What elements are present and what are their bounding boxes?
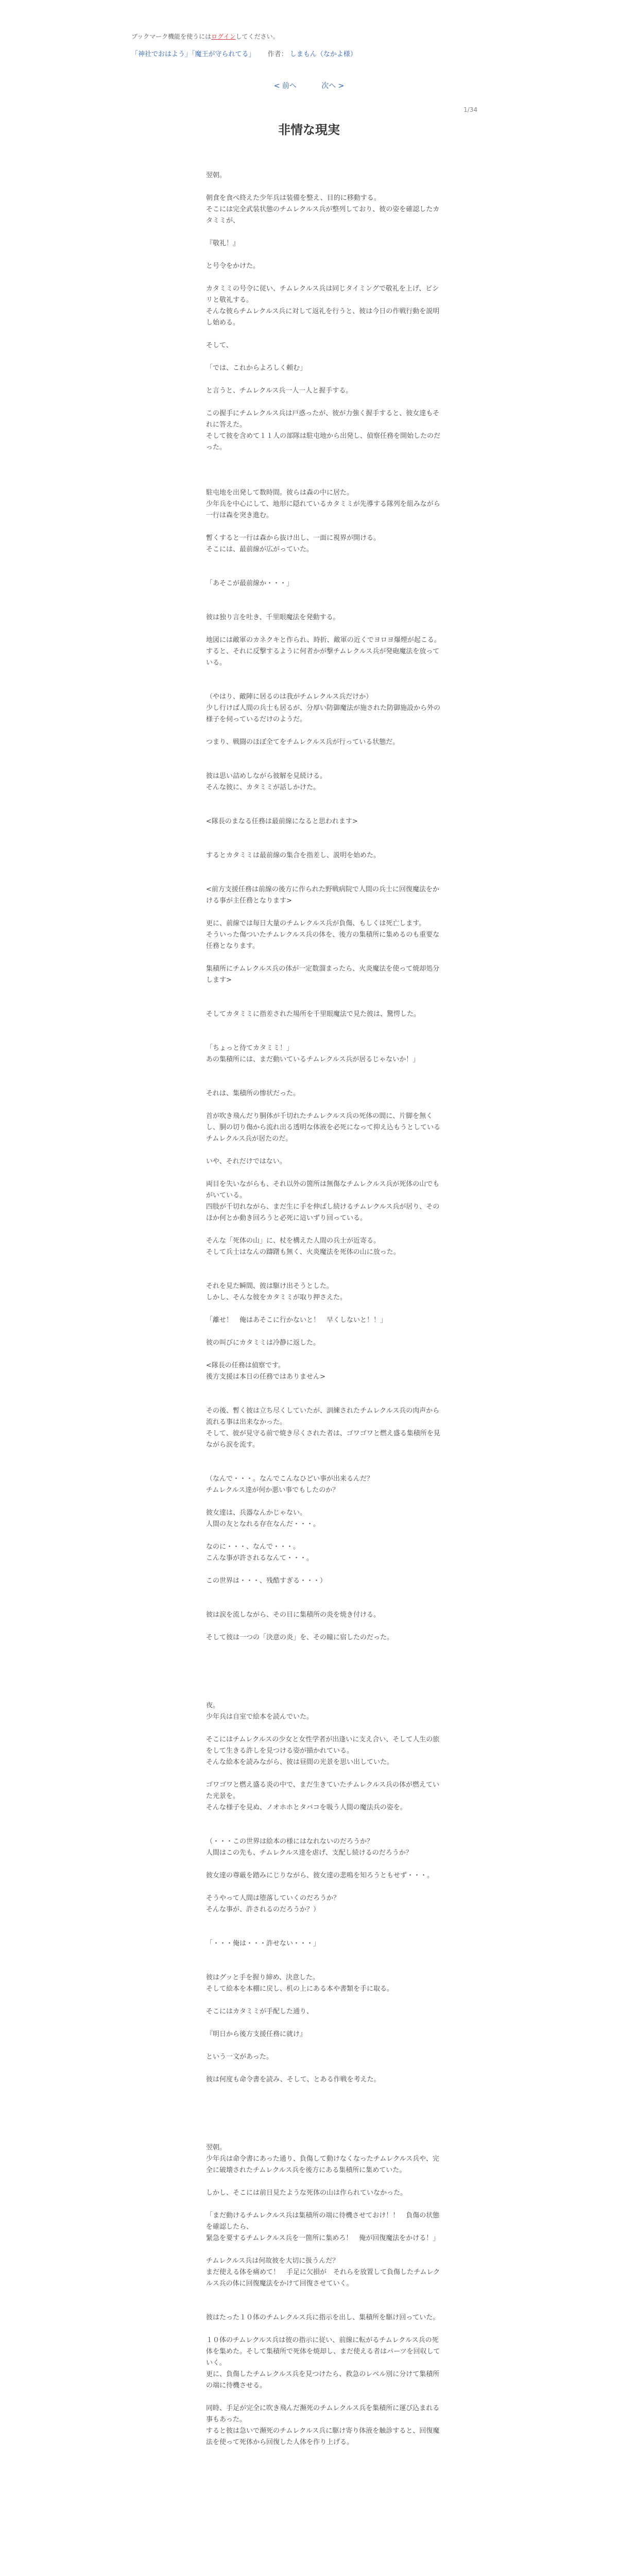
body-paragraph: 朝食を食べ終えた少年兵は装備を整え、目的に移動する。 xyxy=(206,194,381,202)
body-paragraph xyxy=(206,907,443,918)
body-paragraph xyxy=(206,2301,443,2312)
body-paragraph: 「あそこが最前線か・・・」 xyxy=(206,580,294,587)
body-paragraph xyxy=(206,1814,443,1825)
body-paragraph xyxy=(206,1825,443,1836)
body-paragraph xyxy=(206,1224,443,1235)
body-paragraph: と言うと、チムレクルス兵一人一人と握手する。 xyxy=(206,387,353,395)
login-note xyxy=(131,32,279,41)
login-prefix: ブックマーク機能を使うには xyxy=(131,33,212,40)
body-paragraph: 四肢が千切れながら、まだ生に手を伸ばし続けるチムレクルス兵が居り、そのほか何とか動き回ろうと必死に這いずり回っている。 xyxy=(206,1203,440,1222)
body-paragraph: そんな彼に、カタミミが話しかけた。 xyxy=(206,784,320,791)
body-paragraph xyxy=(206,759,443,771)
body-paragraph: いや、それだけではない。 xyxy=(206,1158,286,1165)
body-paragraph: 両目を失いながらも、それ以外の箇所は無傷なチムレクルス兵が死体の山でもがいている。 xyxy=(206,1180,440,1199)
body-paragraph xyxy=(206,555,443,567)
body-paragraph xyxy=(206,1995,443,2006)
body-paragraph xyxy=(206,1145,443,1156)
body-paragraph: すると、それに反撃するように何者かが撃チムレクルス兵が発砲魔法を放っている。 xyxy=(206,648,440,667)
body-paragraph xyxy=(206,1643,443,1655)
body-paragraph: 「・・・俺は・・・許せない・・・」 xyxy=(206,1940,320,1947)
body-paragraph: そこには完全武装状態のチムレクルス兵が整列しており、彼の姿を確認したカタミミが、 xyxy=(206,206,440,225)
body-paragraph xyxy=(206,397,443,408)
body-paragraph xyxy=(206,1031,443,1043)
body-paragraph: なのに・・・、なんで・・・。 xyxy=(206,1543,300,1551)
body-paragraph xyxy=(206,1065,443,1077)
body-paragraph: ゴワゴワと燃え盛る炎の中で、まだ生きていたチムレクルス兵の体が燃えていた光景を。 xyxy=(206,1781,440,1800)
body-paragraph: 少し行けば人間の兵士も居るが、分厚い防御魔法が施された防御施設から外の様子を伺っているだけのようだ。 xyxy=(206,704,441,723)
body-paragraph xyxy=(206,1269,443,1281)
body-paragraph xyxy=(206,1859,443,1870)
body-paragraph xyxy=(206,567,443,578)
body-paragraph: 翌朝。 xyxy=(206,2144,227,2151)
body-paragraph: 彼は涙を流しながら、その目に集積所の炎を焼き付ける。 xyxy=(206,1611,381,1619)
body-paragraph xyxy=(206,453,443,465)
body-paragraph: つまり、戦闘のほぼ全てをチムレクルス兵が行っている状態だ。 xyxy=(206,738,400,746)
page-number: 1/34 xyxy=(464,106,477,113)
body-paragraph: その後、暫く彼は立ち尽くしていたが、訓練されたチムレクルス兵の肉声から流れる事は出来なかった。 xyxy=(206,1407,440,1426)
author-link[interactable]: しまもん（なかよ様） xyxy=(289,50,357,58)
login-link[interactable]: ログイン xyxy=(211,33,236,40)
body-paragraph xyxy=(206,329,443,340)
body-paragraph: チムレクルス兵は何故彼を大切に扱うんだ？ xyxy=(206,2257,339,2265)
body-paragraph: 彼は思い詰めしながら彼解を見続ける。 xyxy=(206,772,327,780)
body-paragraph xyxy=(206,521,443,533)
body-paragraph: するとカタミミは最前線の集合を指差し、説明を始めた。 xyxy=(206,852,381,859)
body-paragraph: カタミミの号令に従い、チムレクルス兵は同じタイミングで敬礼を上げ、ビシリと敬礼する。 xyxy=(206,285,439,304)
body-paragraph xyxy=(206,1677,443,1689)
body-paragraph: そんな絵本を読みながら、彼は昼間の光景を思い出していた。 xyxy=(206,1758,394,1766)
chapter-body xyxy=(206,170,443,2448)
body-paragraph xyxy=(206,2324,443,2335)
body-paragraph: 夜。 xyxy=(206,1702,220,1709)
body-paragraph xyxy=(206,1655,443,1666)
body-paragraph: 彼女達の尊厳を踏みにじりながら、彼女達の悲鳴を知ろうともせず・・・。 xyxy=(206,1872,434,1879)
body-paragraph: 駐屯地を出発して数時間。彼らは森の中に居た。 xyxy=(206,489,354,497)
body-paragraph xyxy=(206,1916,443,1927)
body-paragraph: あの集積所には、まだ動いているチムレクルス兵が居るじゃないか！」 xyxy=(206,1056,420,1063)
body-paragraph: 彼は独り言を吐き、千里眼魔法を発動する。 xyxy=(206,614,340,621)
body-paragraph: そんな「死体の山」に、杖を構えた人間の兵士が近寄る。 xyxy=(206,1237,381,1245)
body-paragraph xyxy=(206,227,443,238)
author-label: 作者： xyxy=(267,50,288,58)
body-paragraph: そして彼は一つの「決意の炎」を、その瞳に宿したのだった。 xyxy=(206,1634,394,1641)
body-paragraph: 首が吹き飛んだり胴体が千切れたチムレクルス兵の死体の間に、片脚を無くし、胴の切り傷から流れ出る透明な体液を必死になって抑え込もうとしているチムレクルス兵が居たのだ。 xyxy=(206,1112,441,1143)
chapter-pager xyxy=(0,80,618,91)
body-paragraph xyxy=(206,997,443,1009)
body-paragraph xyxy=(206,1349,443,1360)
next-chapter-link[interactable]: 次へ > xyxy=(321,82,345,90)
body-paragraph xyxy=(206,1020,443,1031)
body-paragraph: （・・・この世界は絵本の様にはなれないのだろうか？ xyxy=(206,1838,374,1845)
body-paragraph: そうやって人間は堕落していくのだろうか？ xyxy=(206,1894,340,1902)
body-paragraph xyxy=(206,2086,443,2097)
body-paragraph xyxy=(206,669,443,680)
body-paragraph: <隊長のまなる任務は最前線になると思われます> xyxy=(206,818,358,825)
body-paragraph: そこには、最前線が広がっていた。 xyxy=(206,546,314,553)
body-paragraph xyxy=(206,465,443,476)
body-paragraph: すると彼は急いで瀕死のチムレクルス兵に駆け寄り体液を触診すると、回復魔法を使って死体から回復した人体を作り上げる。 xyxy=(206,2427,440,2446)
body-paragraph: そんな彼らチムレクルス兵に対して返礼を行うと、彼は今日の作戦行動を説明し始める。 xyxy=(206,308,440,327)
body-paragraph xyxy=(206,1326,443,1337)
body-paragraph xyxy=(206,2097,443,2108)
body-paragraph xyxy=(206,680,443,691)
body-paragraph xyxy=(206,2176,443,2188)
body-paragraph xyxy=(206,1303,443,1315)
body-paragraph xyxy=(206,1587,443,1598)
body-paragraph: そして兵士はなんの躊躇も無く、火炎魔法を死体の山に放った。 xyxy=(206,1248,400,1256)
chapter-title: 非情な現実 xyxy=(278,123,340,137)
body-paragraph xyxy=(206,1723,443,1734)
body-paragraph xyxy=(206,1530,443,1541)
body-paragraph xyxy=(206,1689,443,1700)
body-paragraph xyxy=(206,1394,443,1405)
body-paragraph: そして彼を含めて１１人の部隊は駐屯地から出発し、偵察任務を開始したのだった。 xyxy=(206,432,441,451)
body-paragraph: こんな事が許されるなんて・・・。 xyxy=(206,1554,314,1562)
body-paragraph: この握手にチムレクルス兵は戸惑ったが、彼が力強く握手すると、彼女達もそれに答えた。 xyxy=(206,410,440,429)
body-paragraph: そしてカタミミに指差された場所を千里眼魔法で見た彼は、驚愕した。 xyxy=(206,1010,421,1018)
body-paragraph xyxy=(206,1666,443,1677)
body-paragraph xyxy=(206,1496,443,1507)
body-paragraph: 人間はこの先も、チムレクルス達を虐げ、支配し続けるのだろうか？ xyxy=(206,1849,413,1857)
body-paragraph xyxy=(206,839,443,850)
body-paragraph xyxy=(206,1077,443,1088)
body-paragraph xyxy=(206,1961,443,1972)
body-paragraph: そういった傷ついたチムレクルス兵の体を、後方の集積所に集めるのも重要な任務となります。 xyxy=(206,931,440,950)
body-paragraph xyxy=(206,1451,443,1462)
login-suffix: してください。 xyxy=(235,33,279,40)
body-paragraph: 彼女達は、兵器なんかじゃない。 xyxy=(206,1509,307,1517)
body-paragraph: 緊急を要するチムレクルス兵を一箇所に集めろ！ 俺が回復魔法をかける！」 xyxy=(206,2234,440,2242)
body-paragraph: 翌朝。 xyxy=(206,172,227,179)
body-paragraph xyxy=(206,1099,443,1111)
body-paragraph xyxy=(206,589,443,601)
body-paragraph: 人間の友となれる存在なんだ・・・。 xyxy=(206,1520,320,1528)
body-paragraph xyxy=(206,1383,443,1394)
body-paragraph: この世界は・・・、残酷すぎる・・・） xyxy=(206,1577,327,1585)
body-paragraph xyxy=(206,2108,443,2120)
body-paragraph xyxy=(206,2244,443,2256)
work-title-link[interactable]: 「神社でおはよう」「魔王が守られてる」 xyxy=(131,50,255,58)
body-paragraph: （やはり、敵陣に居るのは我がチムレクルス兵だけか） xyxy=(206,693,373,701)
body-paragraph: <隊長の任務は偵察です。 xyxy=(206,1362,285,1369)
body-paragraph xyxy=(206,1621,443,1632)
body-paragraph: それを見た瞬間、彼は駆け出そうとした。 xyxy=(206,1282,334,1290)
body-paragraph xyxy=(206,748,443,759)
body-paragraph: しかし、そこには前日見たような死体の山は作られていなかった。 xyxy=(206,2189,407,2197)
body-paragraph: １０体のチムレクルス兵は彼の指示に従い、前線に転がるチムレクルス兵の死体を集めた。そして集積所で死体を焼却し、まだ使える者はパーツを回収していく。 xyxy=(206,2336,440,2367)
body-paragraph xyxy=(206,181,443,193)
body-paragraph xyxy=(206,374,443,385)
body-paragraph: 少年兵は命令書にあった通り、負傷して動けなくなったチムレクルス兵や、完全に破壊されたチムレクルス兵を後方にある集積所に集めていた。 xyxy=(206,2155,439,2174)
body-paragraph xyxy=(206,2040,443,2052)
body-paragraph xyxy=(206,952,443,963)
body-paragraph xyxy=(206,1882,443,1893)
body-paragraph: 後方支援は本日の任務ではありません> xyxy=(206,1373,325,1381)
body-paragraph: チムレクルス達が何か悪い事でもしたのか？ xyxy=(206,1486,339,1494)
body-paragraph xyxy=(206,1564,443,1575)
body-paragraph: 少年兵を中心にして、地形に隠れているカタミミが先導する隊列を組みながら一行は森を突き進む。 xyxy=(206,500,440,519)
body-paragraph xyxy=(206,861,443,873)
body-paragraph: 更に、前線では毎日大量のチムレクルス兵が負傷、もしくは死亡します。 xyxy=(206,920,426,927)
body-paragraph: そこにはチムレクルスの少女と女性学者が出逢いに支え合い、そして人生の旅をして生きる許しを見つける姿が描かれている。 xyxy=(206,1736,440,1755)
body-paragraph xyxy=(206,1167,443,1179)
body-paragraph xyxy=(206,1258,443,1269)
body-paragraph xyxy=(206,351,443,363)
body-paragraph: 彼の叫びにカタミミは冷静に返した。 xyxy=(206,1339,320,1347)
body-paragraph: 更に、負傷したチムレクルス兵を見つけたら、救急のレベル別に分けて集積所の端に待機させる。 xyxy=(206,2370,440,2389)
body-paragraph: 『明日から後方支援任務に就け』 xyxy=(206,2030,307,2038)
body-paragraph: <前方支援任務は前線の後方に作られた野戦病院で人間の兵士に回復魔法をかける事が主任務となります> xyxy=(206,886,439,905)
body-paragraph xyxy=(206,2120,443,2131)
body-paragraph xyxy=(206,1598,443,1609)
body-paragraph xyxy=(206,2063,443,2074)
body-paragraph: と号令をかけた。 xyxy=(206,262,260,270)
body-paragraph xyxy=(206,1950,443,1961)
work-info xyxy=(131,48,357,58)
body-paragraph xyxy=(206,1768,443,1780)
body-paragraph xyxy=(206,2199,443,2210)
body-paragraph xyxy=(206,986,443,997)
body-paragraph: まだ使える体を痛めて！ 手足に欠損が それらを放置して負傷したチムレクルス兵の体に回復魔法をかけて回復させていく。 xyxy=(206,2268,440,2287)
body-paragraph xyxy=(206,805,443,816)
body-paragraph: そして、彼が見守る前で焼き尽くされた者は、ゴワゴワと燃え盛る集積所を見ながら涙を流す。 xyxy=(206,1430,440,1449)
body-paragraph: （なんで・・・。なんでこんなひどい事が出来るんだ？ xyxy=(206,1475,374,1483)
body-paragraph: 地図には敵軍のカネクキと作られ、時折、敵軍の近くでヨロヨ爆煙が起こる。 xyxy=(206,636,441,644)
body-paragraph: そこにはカタミミが手配した通り、 xyxy=(206,2008,314,2015)
body-paragraph xyxy=(206,623,443,635)
body-paragraph: 同時、手足が完全に吹き飛んだ瀕死のチムレクルス兵を集積所に運び込まれる事もあった。 xyxy=(206,2404,440,2424)
body-paragraph: 「離せ！ 俺はあそこに行かないと！ 早くしないと！！」 xyxy=(206,1316,387,1324)
body-paragraph: しかし、そんな彼をカタミミが取り押さえた。 xyxy=(206,1294,347,1301)
body-paragraph: そんな事が、許されるのだろうか？） xyxy=(206,1906,320,1913)
body-paragraph: 「ちょっと待てカタミミ！」 xyxy=(206,1044,294,1052)
body-paragraph: そして絵本を本棚に戻し、机の上にある本や書類を手に取る。 xyxy=(206,1985,394,1993)
body-paragraph: 暫くすると一行は森から抜け出し、一面に視界が開ける。 xyxy=(206,534,381,542)
body-paragraph: 集積所にチムレクルス兵の体が一定数溜まったら、火炎魔法を使って焼却処分します> xyxy=(206,965,440,984)
body-paragraph: という一文があった。 xyxy=(206,2053,273,2061)
body-paragraph xyxy=(206,1462,443,1473)
body-paragraph xyxy=(206,2392,443,2403)
body-paragraph xyxy=(206,601,443,612)
body-paragraph xyxy=(206,2131,443,2142)
body-paragraph xyxy=(206,476,443,487)
body-paragraph xyxy=(206,2290,443,2301)
body-paragraph xyxy=(206,725,443,737)
body-paragraph: 少年兵は自室で絵本を読んでいた。 xyxy=(206,1713,314,1721)
body-paragraph: 彼はグッと手を握り締め、決意した。 xyxy=(206,1974,319,1981)
body-paragraph: それは、集積所の惨状だった。 xyxy=(206,1090,300,1097)
body-paragraph: 彼は何度も命令書を読み、そして、とある作戦を考えた。 xyxy=(206,2076,381,2083)
body-paragraph: そんな様子を見ぬ、ノオホホとタバコを吸う人間の魔法兵の姿を。 xyxy=(206,1804,407,1811)
body-paragraph: 彼はたった１０体のチムレクルス兵に指示を出し、集積所を駆け回っていた。 xyxy=(206,2314,440,2321)
body-paragraph xyxy=(206,827,443,839)
body-paragraph xyxy=(206,793,443,805)
prev-chapter-link[interactable]: < 前へ xyxy=(273,82,297,90)
body-paragraph: 「では、これからよろしく頼む」 xyxy=(206,364,307,372)
body-paragraph xyxy=(206,272,443,283)
body-paragraph: 「まだ動けるチムレクルス兵は集積所の端に待機させておけ！！ 負傷の状態を確認したら、 xyxy=(206,2212,440,2231)
body-paragraph xyxy=(206,1927,443,1938)
body-paragraph xyxy=(206,873,443,884)
body-paragraph: 『敬礼！』 xyxy=(206,240,240,247)
body-paragraph: そして、 xyxy=(206,342,233,349)
body-paragraph xyxy=(206,2018,443,2029)
body-paragraph xyxy=(206,249,443,261)
